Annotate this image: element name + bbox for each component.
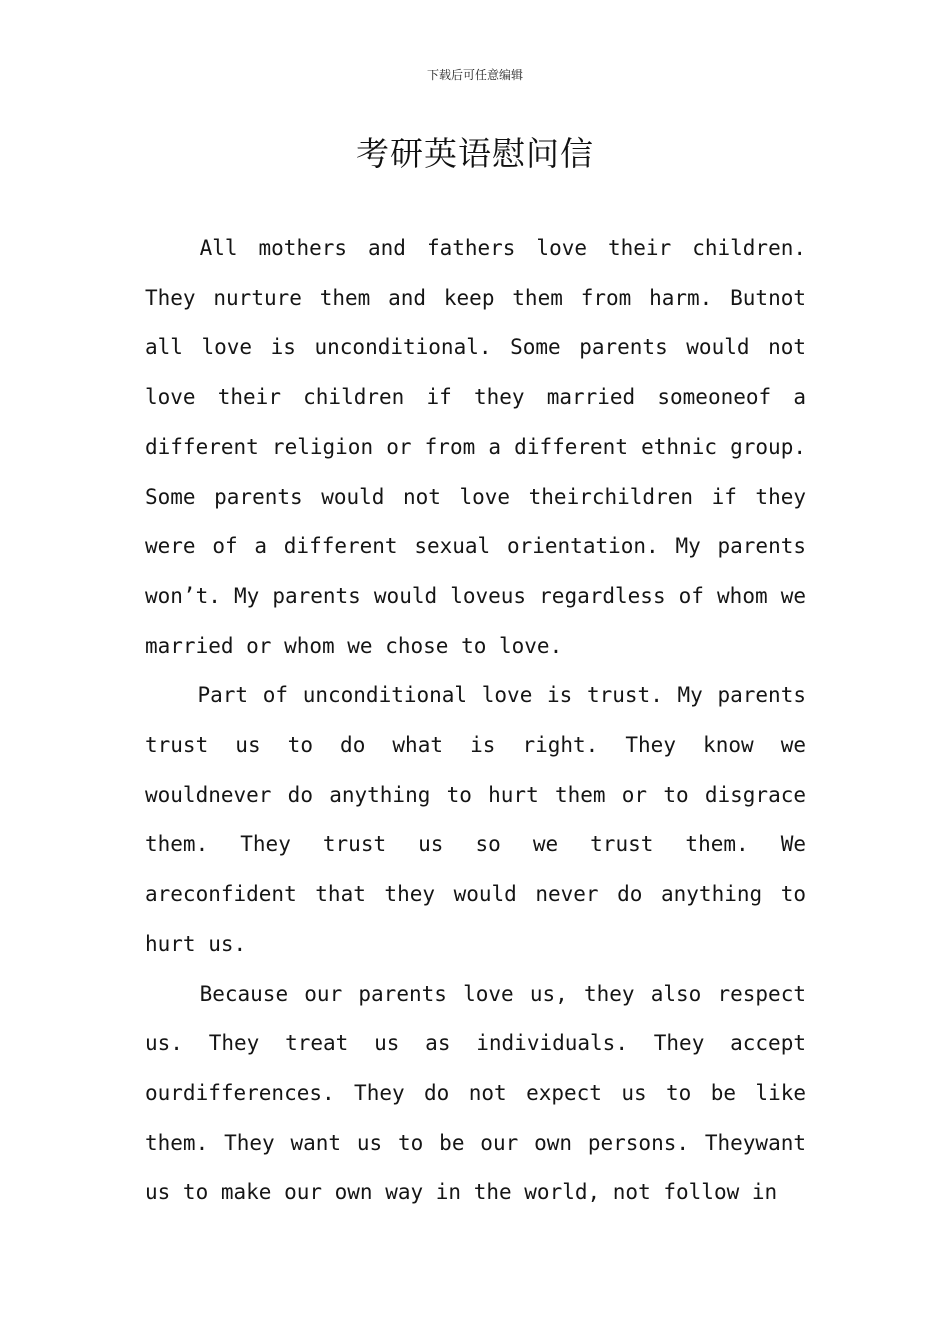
document-body [145,224,806,1218]
paragraph-3: Because our parents love us, they also respect us. They treat us as individuals. They accept ourdifferences. They do not expect us to be like them. They want us to be our own persons. Theywant us to make our own way in the world, not follow in [145,981,806,1205]
paragraph-1: All mothers and fathers love their children. They nurture them and keep them from harm. Butnot all love is unconditional. Some parents would not love their children if they married someoneof a different religion or from a different ethnic group. Some parents would not love theirchildren if they were of a different sexual orientation. My parents won’t. My parents would loveus regardless of whom we married or whom we chose to love. [145,236,806,658]
document-title: 考研英语慰问信 [356,134,594,173]
paragraph-2: Part of unconditional love is trust. My parents trust us to do what is right. They know we wouldnever do anything to hurt them or to disgrace them. They trust us so we trust them. We areconfident that they would never do anything to hurt us. [145,683,806,956]
header-note: 下载后可任意编辑 [426,68,523,82]
